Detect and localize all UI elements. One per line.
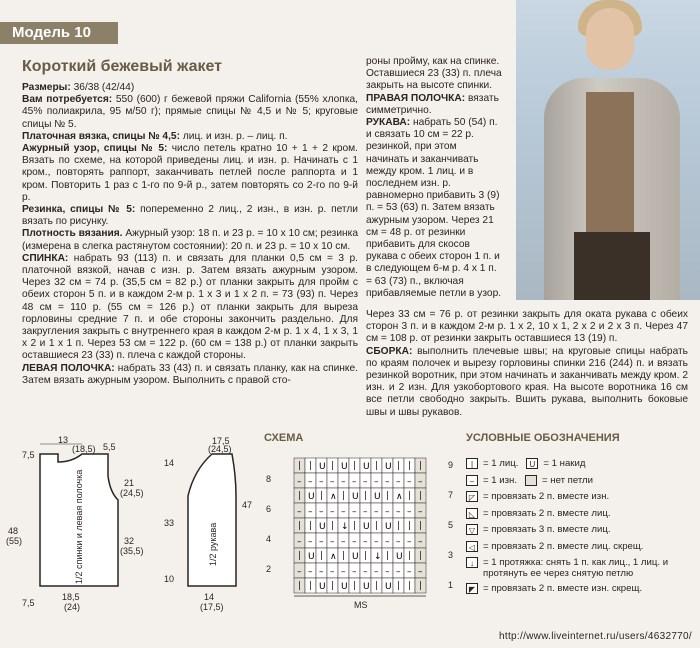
assembly-label: СБОРКА:: [366, 345, 413, 357]
chart-symbol: –: [352, 477, 357, 487]
p2tog-tbl-symbol: ◤: [466, 583, 478, 594]
legend: [466, 458, 696, 600]
chart-symbol: –: [407, 567, 412, 577]
sleeve-pattern-diagram: [150, 436, 260, 614]
chart-symbol: U: [308, 492, 315, 502]
chart-symbol: –: [407, 537, 412, 547]
legend-item: [466, 491, 696, 508]
k3tog-symbol: ▽: [466, 524, 478, 535]
yarn-over-symbol: U: [526, 458, 538, 469]
chart-symbol: –: [352, 567, 357, 577]
dim-h48: 48: [8, 526, 19, 536]
row-label-1: 1: [448, 580, 454, 590]
chart-symbol: U: [341, 462, 348, 472]
chart-symbol: –: [363, 507, 368, 517]
chart-symbol: –: [385, 507, 390, 517]
legend-item: [466, 508, 696, 525]
chart-symbol: U: [319, 522, 326, 532]
back-label: СПИНКА:: [22, 252, 69, 264]
chart-symbol: –: [418, 507, 423, 517]
legend-item: [466, 475, 696, 492]
chart-symbol: U: [352, 492, 359, 502]
chart-symbol: –: [330, 537, 335, 547]
chart-symbol: –: [396, 567, 401, 577]
dim-w24: (24): [64, 602, 81, 612]
chart-symbol: –: [352, 507, 357, 517]
chart-symbol: U: [352, 552, 359, 562]
chart-symbol: –: [385, 477, 390, 487]
chart-symbol: –: [297, 537, 302, 547]
knit-symbol: |: [466, 458, 478, 469]
legend-text: = нет петли: [542, 474, 593, 486]
right-front-label: ПРАВАЯ ПОЛОЧКА:: [366, 92, 466, 104]
legend-text: = провязать 2 п. вместе лиц. скрещ.: [483, 540, 644, 552]
dim-w75b: 7,5: [22, 598, 35, 608]
chart-symbol: –: [308, 537, 313, 547]
dim-h21: 21: [124, 478, 135, 488]
sleeves-label: РУКАВА:: [366, 117, 411, 129]
chart-symbol: –: [363, 537, 368, 547]
rib-label: Резинка, спицы № 5:: [22, 204, 136, 216]
chart-grid: [294, 458, 426, 593]
chart-symbol: U: [308, 552, 315, 562]
row-label-9: 9: [448, 460, 454, 470]
chart-symbol: –: [374, 537, 379, 547]
chart-symbol: U: [363, 522, 370, 532]
row-label-4: 4: [266, 534, 272, 544]
chart-symbol: –: [330, 507, 335, 517]
footer-url[interactable]: http://www.liveinternet.ru/users/4632770/: [499, 631, 692, 642]
row-label-6: 6: [266, 504, 272, 514]
legend-text: = 1 лиц.: [483, 458, 519, 469]
chart-symbol: –: [341, 477, 346, 487]
chart-symbol: –: [297, 477, 302, 487]
sleeve-piece-label: 1/2 рукава: [208, 522, 218, 566]
chart-symbol: –: [341, 537, 346, 547]
legend-item: [466, 458, 696, 475]
row-label-7: 7: [448, 490, 454, 500]
garter-label: Платочная вязка, спицы № 4,5:: [22, 130, 180, 142]
legend-item: [466, 524, 696, 541]
chart-symbol: ↓: [374, 552, 382, 562]
back-value: набрать 93 (113) п. и связать для планки 0,5 см = 3 р. платочной вязкой, начав с изн. р. Затем вязать ажурным узором. Через 32 см = 74 р. (35,5 см = 82 р.) от планки закрыть для пройм с обеих сторон 5 п. и в каждом 2-м р. 1 х 3 и 1 х 2 п. = 73 (93) п. Через 48 см = 110 р. (55 см = 126 р.) от планки закрыть для выреза горловины средние 7 п. и обе стороны закончить раздельно. Для закругления закрыть с внутреннего края в каждом 2-м р. 1 х 4, 1 х 3, 1 х 2 и 1 х 1 п. Через 53 см = 122 р. (60 см = 138 р.) от планки закрыть оставшиеся 23 (33) п. плеча с каждой стороны.: [22, 252, 358, 362]
dim-h245: (24,5): [120, 488, 144, 498]
sleeves-value: набрать 50 (54) п. и связать 10 см = 22 р. резинкой, при этом начинать и заканчивать между кром. 1 лиц. и в последнем изн. р. равномерно прибавить 3 (9) п. = 53 (63) п. Затем вязать ажурным узором. Через 21 см = 48 р. от резинки прибавить для скосов рукава с обеих сторон 1 п. и в следующем 6-м р. 4 х 1 п. = 63 (73) п., включая прибавляемые петли в узор.: [366, 117, 502, 299]
purl-symbol: –: [466, 475, 478, 486]
chart-symbol: U: [374, 492, 381, 502]
materials-value: 550 (600) г бежевой пряжи California (55% хлопка, 45% полиакрила, 95 м/50 г); прямые спицы № 4,5 и № 5; круговые спицы № 5.: [22, 94, 358, 130]
dim-w75: 7,5: [22, 450, 35, 460]
legend-text: = провязать 2 п. вместе лиц.: [483, 507, 611, 519]
legend-item: [466, 557, 696, 583]
lace-value: число петель кратно 10 + 1 + 2 кром. Вязать по схеме, на которой приведены лиц. и изн. р. Начинать с 1 кром., повторять раппорт, заканчивать петлей после раппорта и 1 кром. Повторить 1 раз с 1-го по 9-й р., затем повторять со 2-го по 9-й р.: [22, 143, 358, 203]
repeat-label: MS: [354, 600, 368, 610]
dim-w14: 14: [204, 592, 215, 602]
back-pattern-diagram: [0, 436, 150, 614]
dim-w175b: (17,5): [200, 602, 224, 612]
chart-symbol: –: [396, 537, 401, 547]
text-wide: [366, 309, 688, 419]
dim-h32: 32: [124, 536, 135, 546]
k2tog-symbol: ◺: [466, 508, 478, 519]
k2tog-tbl-symbol: ◁: [466, 541, 478, 552]
chart-symbol: –: [363, 567, 368, 577]
chart-symbol: –: [319, 537, 324, 547]
dim-h355: (35,5): [120, 546, 144, 556]
density-value: Ажурный узор: 18 п. и 23 р. = 10 х 10 см; резинка (измерена в слегка растянутом состоянии): 20 п. и 23 р. = 10 х 10 см.: [22, 228, 358, 252]
chart-symbol: U: [385, 462, 392, 472]
chart-symbol: –: [407, 477, 412, 487]
chart-symbol: U: [396, 552, 403, 562]
chart-symbol: ↓: [341, 522, 349, 532]
chart-symbol: ∧: [396, 492, 403, 502]
continuation-text: роны пройму, как на спинке. Оставшиеся 23 (33) п. плеча закрыть на высоте спинки.: [366, 56, 502, 92]
chart-symbol: –: [308, 477, 313, 487]
text-column-2: [366, 56, 502, 300]
chart-symbol: –: [352, 537, 357, 547]
chart-symbol: U: [363, 582, 370, 592]
lace-label: Ажурный узор, спицы № 5:: [22, 143, 168, 155]
dim-w175: 17,5: [212, 436, 230, 446]
dim-h47: 47: [242, 500, 253, 510]
chart-symbol: –: [396, 507, 401, 517]
chart-symbol: –: [363, 477, 368, 487]
legend-title: УСЛОВНЫЕ ОБОЗНАЧЕНИЯ: [466, 432, 620, 444]
back-piece-label: 1/2 спинки и левая полочка: [74, 469, 84, 584]
chart-symbol: –: [297, 567, 302, 577]
chart-symbol: –: [319, 507, 324, 517]
chart-symbol: –: [385, 567, 390, 577]
chart-symbol: –: [330, 477, 335, 487]
dim-w55: 5,5: [103, 442, 116, 452]
legend-text: = провязать 2 п. вместе изн.: [483, 491, 610, 502]
skpo-symbol: ↓: [466, 557, 478, 568]
dim-w13: 13: [58, 436, 69, 445]
chart-symbol: –: [319, 567, 324, 577]
text-column-1: [22, 82, 358, 387]
chart-symbol: U: [319, 462, 326, 472]
row-label-8: 8: [266, 474, 272, 484]
stitch-chart: [262, 452, 462, 612]
chart-symbol: –: [341, 507, 346, 517]
chart-symbol: –: [385, 537, 390, 547]
chart-symbol: –: [418, 567, 423, 577]
chart-symbol: U: [385, 522, 392, 532]
legend-text: = 1 накид: [543, 458, 586, 469]
model-label: Модель 10: [0, 22, 118, 44]
p2tog-symbol: ◸: [466, 491, 478, 502]
chart-symbol: U: [319, 582, 326, 592]
schema-title: СХЕМА: [264, 432, 304, 444]
chart-symbol: U: [363, 462, 370, 472]
dim-h14: 14: [164, 458, 175, 468]
chart-symbol: –: [407, 507, 412, 517]
dim-h10: 10: [164, 574, 175, 584]
left-front-value: набрать 33 (43) п. и связать планку, как на спинке. Затем вязать ажурным узором. Выполнить с правой сто-: [22, 362, 359, 386]
row-label-2: 2: [266, 564, 272, 574]
row-label-3: 3: [448, 550, 454, 560]
chart-symbol: –: [396, 477, 401, 487]
photo-pants: [574, 232, 650, 300]
chart-symbol: –: [374, 477, 379, 487]
chart-symbol: –: [374, 567, 379, 577]
right-front-value: вязать симметрично.: [366, 92, 499, 116]
legend-text: = провязать 3 п. вместе лиц.: [483, 524, 611, 535]
dim-h33: 33: [164, 518, 175, 528]
dim-w185b: 18,5: [62, 592, 80, 602]
chart-symbol: –: [374, 507, 379, 517]
photo-face: [586, 8, 634, 70]
rib-value: попеременно 2 лиц., 2 изн., в изн. р. петли вязать по рисунку.: [22, 204, 359, 228]
chart-symbol: –: [418, 537, 423, 547]
chart-symbol: –: [330, 567, 335, 577]
chart-symbol: –: [297, 507, 302, 517]
no-stitch-symbol: [525, 475, 537, 486]
chart-symbol: –: [341, 567, 346, 577]
assembly-value: выполнить плечевые швы; на круговые спицы набрать по краям полочек и вырезу горловины спинки 216 (244) п. и вязать резинкой воротник, при этом начинать и заканчивать между кром. 2 изн. и 2 изн. Для узкобортового края. На высоте воротника 16 см все петли свободно закрыть. Вшить рукава, выполнить боковые швы и швы рукавов.: [366, 345, 688, 418]
dim-h55: (55): [6, 536, 23, 546]
chart-symbol: U: [385, 582, 392, 592]
left-front-label: ЛЕВАЯ ПОЛОЧКА:: [22, 362, 115, 374]
dim-w185: (18,5): [72, 444, 96, 454]
row-label-5: 5: [448, 520, 454, 530]
materials-label: Вам потребуется:: [22, 94, 113, 106]
chart-symbol: ∧: [330, 552, 337, 562]
model-photo: [516, 0, 700, 300]
legend-text: = провязать 2 п. вместе изн. скрещ.: [483, 583, 643, 594]
chart-symbol: –: [308, 507, 313, 517]
legend-text: = 1 изн.: [483, 474, 517, 486]
legend-text: = 1 протяжка: снять 1 п. как лиц., 1 лиц. и протянуть ее через снятую петлю: [483, 557, 669, 579]
chart-symbol: –: [319, 477, 324, 487]
dim-w245: (24,5): [208, 444, 232, 454]
garter-value: лиц. и изн. р. – лиц. п.: [179, 130, 288, 142]
chart-symbol: –: [308, 567, 313, 577]
chart-symbol: –: [418, 477, 423, 487]
sleeve-cap-text: Через 33 см = 76 р. от резинки закрыть для оката рукава с обеих сторон 3 п. и в каждом 2-м р. 1 х 2, 10 х 1, 2 х 2 и 2 х 3 п. Через 47 см = 108 р. от резинки закрыть оставшиеся 13 (19) п.: [366, 309, 688, 345]
density-label: Плотность вязания.: [22, 228, 123, 240]
legend-item: [466, 583, 696, 600]
page-title: Короткий бежевый жакет: [22, 58, 222, 75]
chart-symbol: U: [341, 582, 348, 592]
sizes-label: Размеры:: [22, 82, 71, 93]
sizes-value: 36/38 (42/44): [70, 82, 135, 93]
legend-item: [466, 541, 696, 558]
photo-top: [586, 92, 634, 232]
chart-symbol: ∧: [330, 492, 337, 502]
